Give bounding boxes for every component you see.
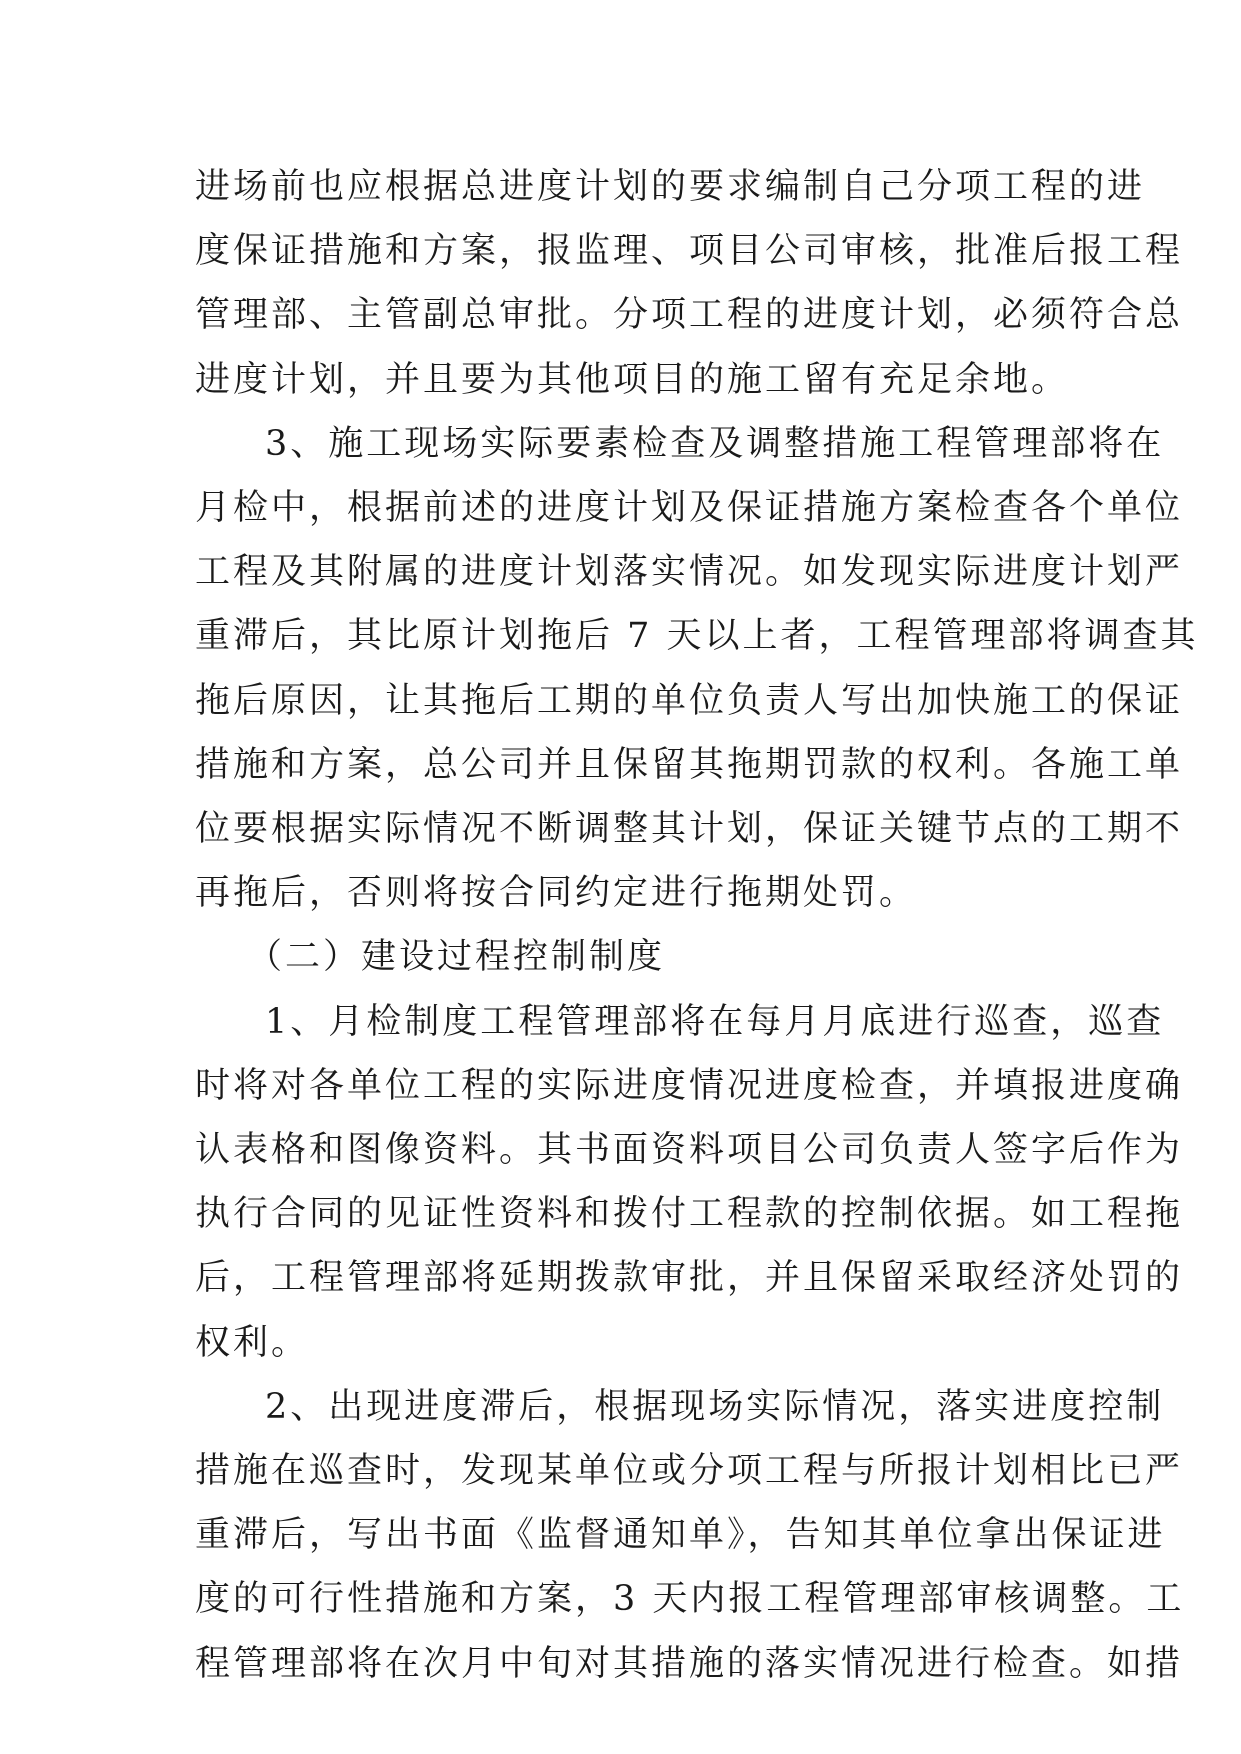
paragraph-continuation	[195, 155, 1184, 412]
text-line: 1、月检制度工程管理部将在每月月底进行巡查，巡查	[265, 1001, 1165, 1042]
text-line: 月检中，根据前述的进度计划及保证措施方案检查各个单位	[195, 488, 1184, 529]
text-line: 认表格和图像资料。其书面资料项目公司负责人签字后作为	[195, 1130, 1184, 1171]
text-line: 3、施工现场实际要素检查及调整措施工程管理部将在	[265, 423, 1165, 464]
paragraph-item-1	[195, 990, 1184, 1375]
text-line: 进度计划，并且要为其他项目的施工留有充足余地。	[195, 359, 1070, 400]
text-line: 时将对各单位工程的实际进度情况进度检查，并填报进度确	[195, 1065, 1184, 1106]
text-line: 重滞后，写出书面《监督通知单》，告知其单位拿出保证进	[195, 1515, 1166, 1556]
document-body	[195, 155, 1199, 1696]
text-line: 措施和方案，总公司并且保留其拖期罚款的权利。各施工单	[195, 744, 1184, 785]
paragraph-item-3	[195, 412, 1199, 926]
text-line: 位要根据实际情况不断调整其计划，保证关键节点的工期不	[195, 809, 1184, 850]
text-line: 再拖后，否则将按合同约定进行拖期处罚。	[195, 873, 918, 914]
text-line: 进场前也应根据总进度计划的要求编制自己分项工程的进	[195, 167, 1146, 207]
text-line: 措施在巡查时，发现某单位或分项工程与所报计划相比已严	[195, 1451, 1184, 1492]
paragraph-item-2	[195, 1375, 1185, 1696]
text-line: 执行合同的见证性资料和拨付工程款的控制依据。如工程拖	[195, 1194, 1184, 1235]
section-heading-text: （二）建设过程控制制度	[247, 937, 666, 978]
text-line: 拖后原因，让其拖后工期的单位负责人写出加快施工的保证	[195, 680, 1184, 721]
text-line: 度保证措施和方案，报监理、项目公司审核，批准后报工程	[195, 231, 1184, 272]
text-line: 2、出现进度滞后，根据现场实际情况，落实进度控制	[265, 1386, 1165, 1427]
text-line: 度的可行性措施和方案，3 天内报工程管理部审核调整。工	[195, 1579, 1185, 1620]
text-line: 权利。	[195, 1322, 310, 1363]
text-line: 程管理部将在次月中旬对其措施的落实情况进行检查。如措	[195, 1643, 1184, 1684]
text-line: 管理部、主管副总审批。分项工程的进度计划，必须符合总	[195, 295, 1184, 336]
section-heading	[195, 925, 1055, 989]
text-line: 重滞后，其比原计划拖后 7 天以上者，工程管理部将调查其	[195, 616, 1199, 657]
text-line: 后，工程管理部将延期拨款审批，并且保留采取经济处罚的	[195, 1258, 1184, 1299]
text-line: 工程及其附属的进度计划落实情况。如发现实际进度计划严	[195, 552, 1184, 593]
